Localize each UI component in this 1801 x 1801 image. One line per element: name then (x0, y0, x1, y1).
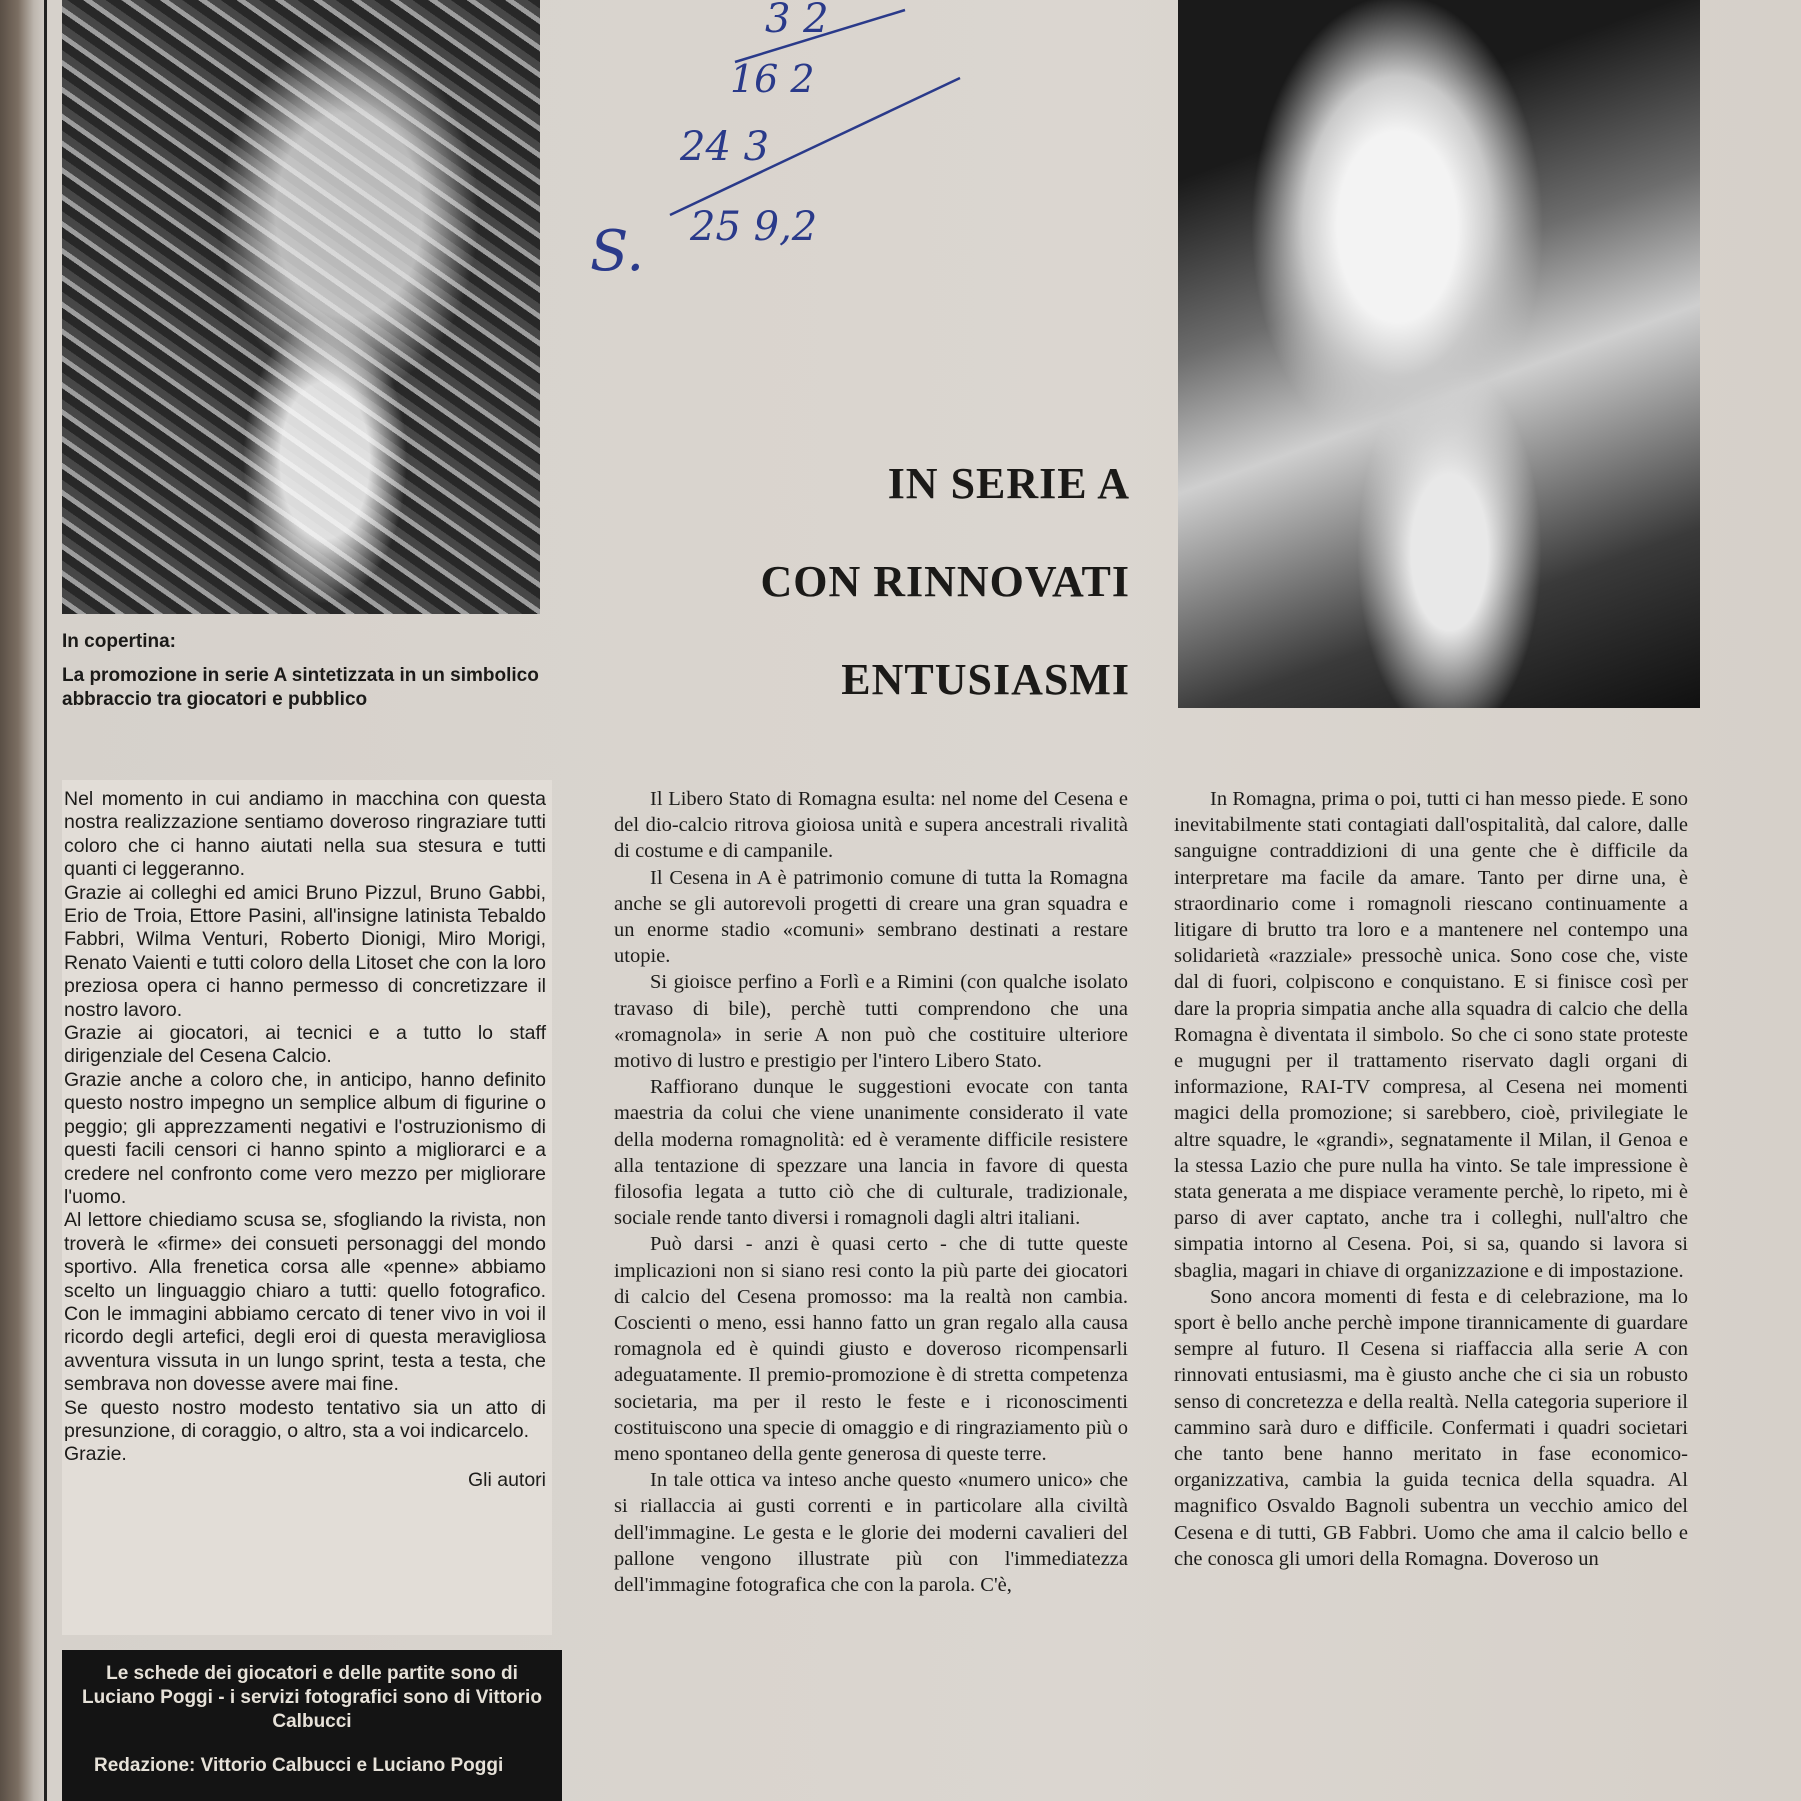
left-border-rule (44, 0, 47, 1801)
article-column-right (1174, 786, 1688, 1572)
cover-caption-text: La promozione in serie A sintetizzata in un simbolico abbraccio tra giocatori e pubblico (62, 665, 539, 710)
thanks-paragraph: Grazie ai giocatori, ai tecnici e a tutto lo staff dirigenziale del Cesena Calcio. (64, 1022, 546, 1068)
headline-line-3: ENTUSIASMI (841, 655, 1130, 704)
handwritten-calculation (570, 0, 970, 300)
thanks-paragraph: Grazie anche a coloro che, in anticipo, hanno definito questo nostro impegno un semplice album di figurine o peggio; gli apprezzamenti negativi e l'ostruzionismo di questi facili censori ci hanno spinto a migliorarci e a credere nel confronto come vero mezzo per migliorare l'uomo. (64, 1068, 546, 1208)
article-paragraph: In Romagna, prima o poi, tutti ci han messo piede. E sono inevitabilmente stati contagiati dall'ospitalità, dal calore, dalle sanguigne contraddizioni di una gente che è difficile da interpretare ma facile da amare. Tanto per dirne una, è straordinario come i romagnoli riescano continuamente a litigare di brutto tra loro e a mantenere nel contempo una solidarietà «razziale» pressochè unica. Sono cose che, viste dal di fuori, colpiscono e conquistano. E si finisce così per dare la propria simpatia anche alla squadra di calcio che della Romagna è diventata il simbolo. So che ci sono state proteste e mugugni per il trattamento riservato dagli organi di informazione, RAI-TV compresa, al Cesena nei momenti magici della promozione; si sarebbero, cioè, privilegiate le altre squadre, le «grandi», segnatamente il Milan, il Genoa e la stessa Lazio che pure nulla ha vinto. Se tale impressione è stata generata a me dispiace veramente perchè, lo ripeto, mi è parso di aver captato, anche tra i colleghi, null'altro che simpatia intorno al Cesena. Poi, si sa, quando si lavora si sbaglia, magari in chiave di organizzazione e di impostazione. (1174, 788, 1688, 1282)
article-column-middle (614, 786, 1128, 1598)
editorial-staff: Redazione: Vittorio Calbucci e Luciano Poggi (94, 1755, 504, 1776)
handwriting-lower: 24 3 (680, 124, 770, 170)
article-paragraph: Raffiorano dunque le suggestioni evocate con tanta maestria da colui che viene unanimente considerato il vate della moderna romagnolità: ed è veramente difficile resistere alla tentazione di spezzare una lancia in favore di questa filosofia legata a tutto ciò che di culturale, tradizionale, sociale rende tanto diversi i romagnoli dagli altri italiani. (614, 1076, 1128, 1230)
thanks-paragraph: Grazie ai colleghi ed amici Bruno Pizzul, Bruno Gabbi, Erio de Troia, Ettore Pasini, all'insigne latinista Tebaldo Fabbri, Wilma Venturi, Roberto Dionigi, Miro Morigi, Renato Vaienti e tutti coloro della Litoset che con la loro preziosa opera ci hanno permesso di concretizzare il nostro lavoro. (64, 881, 546, 1021)
handwriting-mark: S. (590, 219, 645, 284)
thanks-box (62, 780, 552, 1635)
thanks-paragraph: Al lettore chiediamo scusa se, sfogliando la rivista, non troverà le «firme» dei consueti personaggi del mondo sportivo. Alla frenetica corsa alle «penne» abbiamo scelto un linguaggio chiaro a tutti: quello fotografico. Con le immagini abbiamo cercato di tener vivo in voi il ricordo degli artefici, degli eroi di questa meravigliosa avventura vissuta in un lungo sprint, testa a testa, che sembrava non dovesse avere mai fine. (64, 1209, 546, 1396)
cover-photo-players-embrace (62, 0, 540, 614)
thanks-paragraph: Nel momento in cui andiamo in macchina con questa nostra realizzazione sentiamo doveroso ringraziare tutti coloro che ci hanno aiutati nella sua stesura e tutti quanti ci leggeranno. (64, 788, 546, 881)
article-paragraph: Si gioisce perfino a Forlì e a Rimini (con qualche isolato travaso di bile), perchè tutti comprendono che una «romagnola» in serie A non può che costituire ulteriore motivo di lustro e prestigio per l'intero Libero Stato. (614, 971, 1128, 1073)
article-paragraph: Il Cesena in A è patrimonio comune di tutta la Romagna anche se gli autorevoli progetti di creare una gran squadra e un enorme stadio «comuni» sembrano destinati a restare utopie. (614, 866, 1128, 968)
handwriting-middle: 16 2 (730, 57, 815, 101)
credits-text: Le schede dei giocatori e delle partite sono di Luciano Poggi - i servizi fotografici sono di Vittorio Calbucci (82, 1663, 542, 1732)
thanks-paragraph: Grazie. (64, 1443, 127, 1466)
cover-caption-title: In copertina: (62, 631, 177, 652)
handwriting-top: 3 2 (765, 0, 829, 42)
article-paragraph: Il Libero Stato di Romagna esulta: nel nome del Cesena e del dio-calcio ritrova gioiosa unità e supera ancestrali rivalità di costume e di campanile. (614, 788, 1128, 863)
headline-line-2: CON RINNOVATI (760, 557, 1130, 606)
thanks-signature: Gli autori (467, 1468, 546, 1491)
headline-line-1: IN SERIE A (887, 459, 1130, 508)
credits-box (62, 1650, 562, 1801)
article-headline (600, 460, 1130, 754)
article-paragraph: In tale ottica va inteso anche questo «numero unico» che si riallaccia ai gusti correnti e in particolare alla civiltà dell'immagine. Le gesta e le glorie dei moderni cavalieri del pallone vengono illustrate più con l'immediatezza dell'immagine fotografica che con la parola. C'è, (614, 1469, 1128, 1597)
handwriting-sum: 25 9,2 (690, 204, 818, 250)
article-paragraph: Sono ancora momenti di festa e di celebrazione, ma lo sport è bello anche perchè impone tirannicamente di guardare sempre al futuro. Il Cesena si riaffaccia alla serie A con rinnovati entusiasmi, ma è giusto anche che ci sia un robusto senso di concretezza e della realtà. Nella categoria superiore il cammino sarà duro e difficile. Confermati i quadri societari che tanto bene hanno meritato in fase economico-organizzativa, cambia la guida tecnica della squadra. Al magnifico Osvaldo Bagnoli subentra un vecchio amico del Cesena e di tutti, GB Fabbri. Uomo che ama il calcio bello e che conosca gli umori della Romagna. Doveroso un (1174, 1285, 1688, 1570)
thanks-paragraph: Se questo nostro modesto tentativo sia un atto di presunzione, di coraggio, o altro, sta a voi indicarcelo. (64, 1396, 546, 1442)
portrait-photo-man-microphone (1178, 0, 1700, 708)
article-paragraph: Può darsi - anzi è quasi certo - che di tutte queste implicazioni non si siano resi conto la più parte dei giocatori di calcio del Cesena promosso: ma la realtà non cambia. Coscienti o meno, essi hanno fatto un gran regalo alla causa romagnola ed è quindi giusto e doveroso ricompensarli adeguatamente. Il premio-promozione è di stretta competenza societaria, ma per il resto le feste e i riconoscimenti costituiscono una specie di omaggio e di ringraziamento più o meno spontaneo della gente generosa di queste terre. (614, 1233, 1128, 1466)
cover-caption (62, 630, 540, 712)
